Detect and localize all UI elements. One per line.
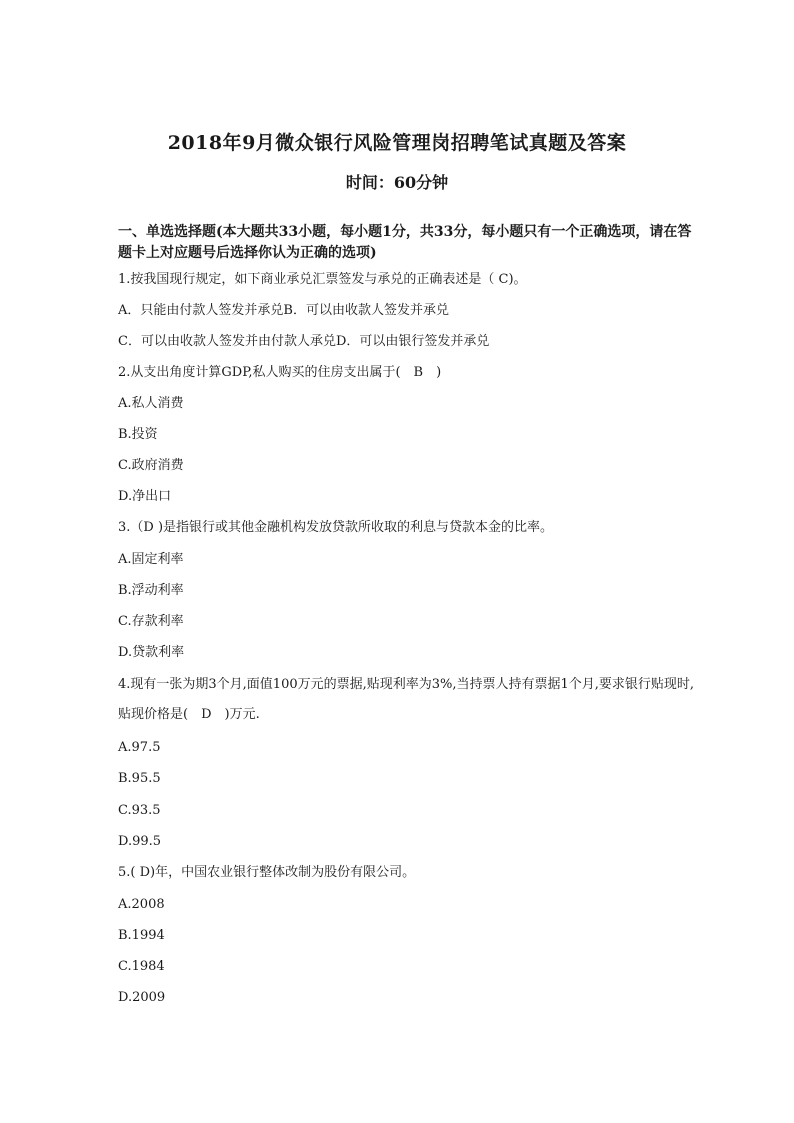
question-4-option-b: B.95.5 [118,771,161,786]
question-2-stem: 2.从支出角度计算GDP,私人购买的住房支出属于( B ) [118,365,442,380]
question-5-option-a: A.2008 [118,897,165,912]
question-3-option-a: A.固定利率 [118,552,184,567]
question-3-option-d: D.贷款利率 [118,645,185,660]
question-3-option-b: B.浮动利率 [118,583,184,598]
section-header: 一、单选选择题(本大题共33小题，每小题1分，共33分，每小题只有一个正确选项，请在答题卡上对应题号后选择你认为正确的选项) [118,224,692,261]
question-5-option-b: B.1994 [118,928,165,943]
question-4-stem: 4.现有一张为期3个月,面值100万元的票据,贴现利率为3%,当持票人持有票据1个月,要求银行贴现时,贴现价格是( D )万元. [118,677,695,722]
question-3-stem: 3.（D )是指银行或其他金融机构发放贷款所收取的利息与贷款本金的比率。 [118,520,554,535]
question-5-option-c: C.1984 [118,959,165,974]
question-1-option-row-1: A．只能由付款人签发并承兑B．可以由收款人签发并承兑 [118,303,449,318]
question-2-option-b: B.投资 [118,427,158,442]
question-1-option-row-2: C．可以由收款人签发并由付款人承兑D．可以由银行签发并承兑 [118,334,490,349]
question-3-option-c: C.存款利率 [118,614,184,629]
question-4-option-c: C.93.5 [118,803,161,818]
question-2-option-c: C.政府消费 [118,458,184,473]
question-2-option-d: D.净出口 [118,489,172,504]
document-title: 2018年9月微众银行风险管理岗招聘笔试真题及答案 [167,132,627,154]
time-limit: 时间：60分钟 [345,173,449,192]
question-4-option-d: D.99.5 [118,834,162,849]
question-4-option-a: A.97.5 [118,740,161,755]
question-5-option-d: D.2009 [118,990,166,1005]
question-5-stem: 5.( D)年，中国农业银行整体改制为股份有限公司。 [118,865,416,880]
question-1-stem: 1.按我国现行规定，如下商业承兑汇票签发与承兑的正确表述是（ C)。 [118,272,527,287]
question-2-option-a: A.私人消费 [118,396,184,411]
